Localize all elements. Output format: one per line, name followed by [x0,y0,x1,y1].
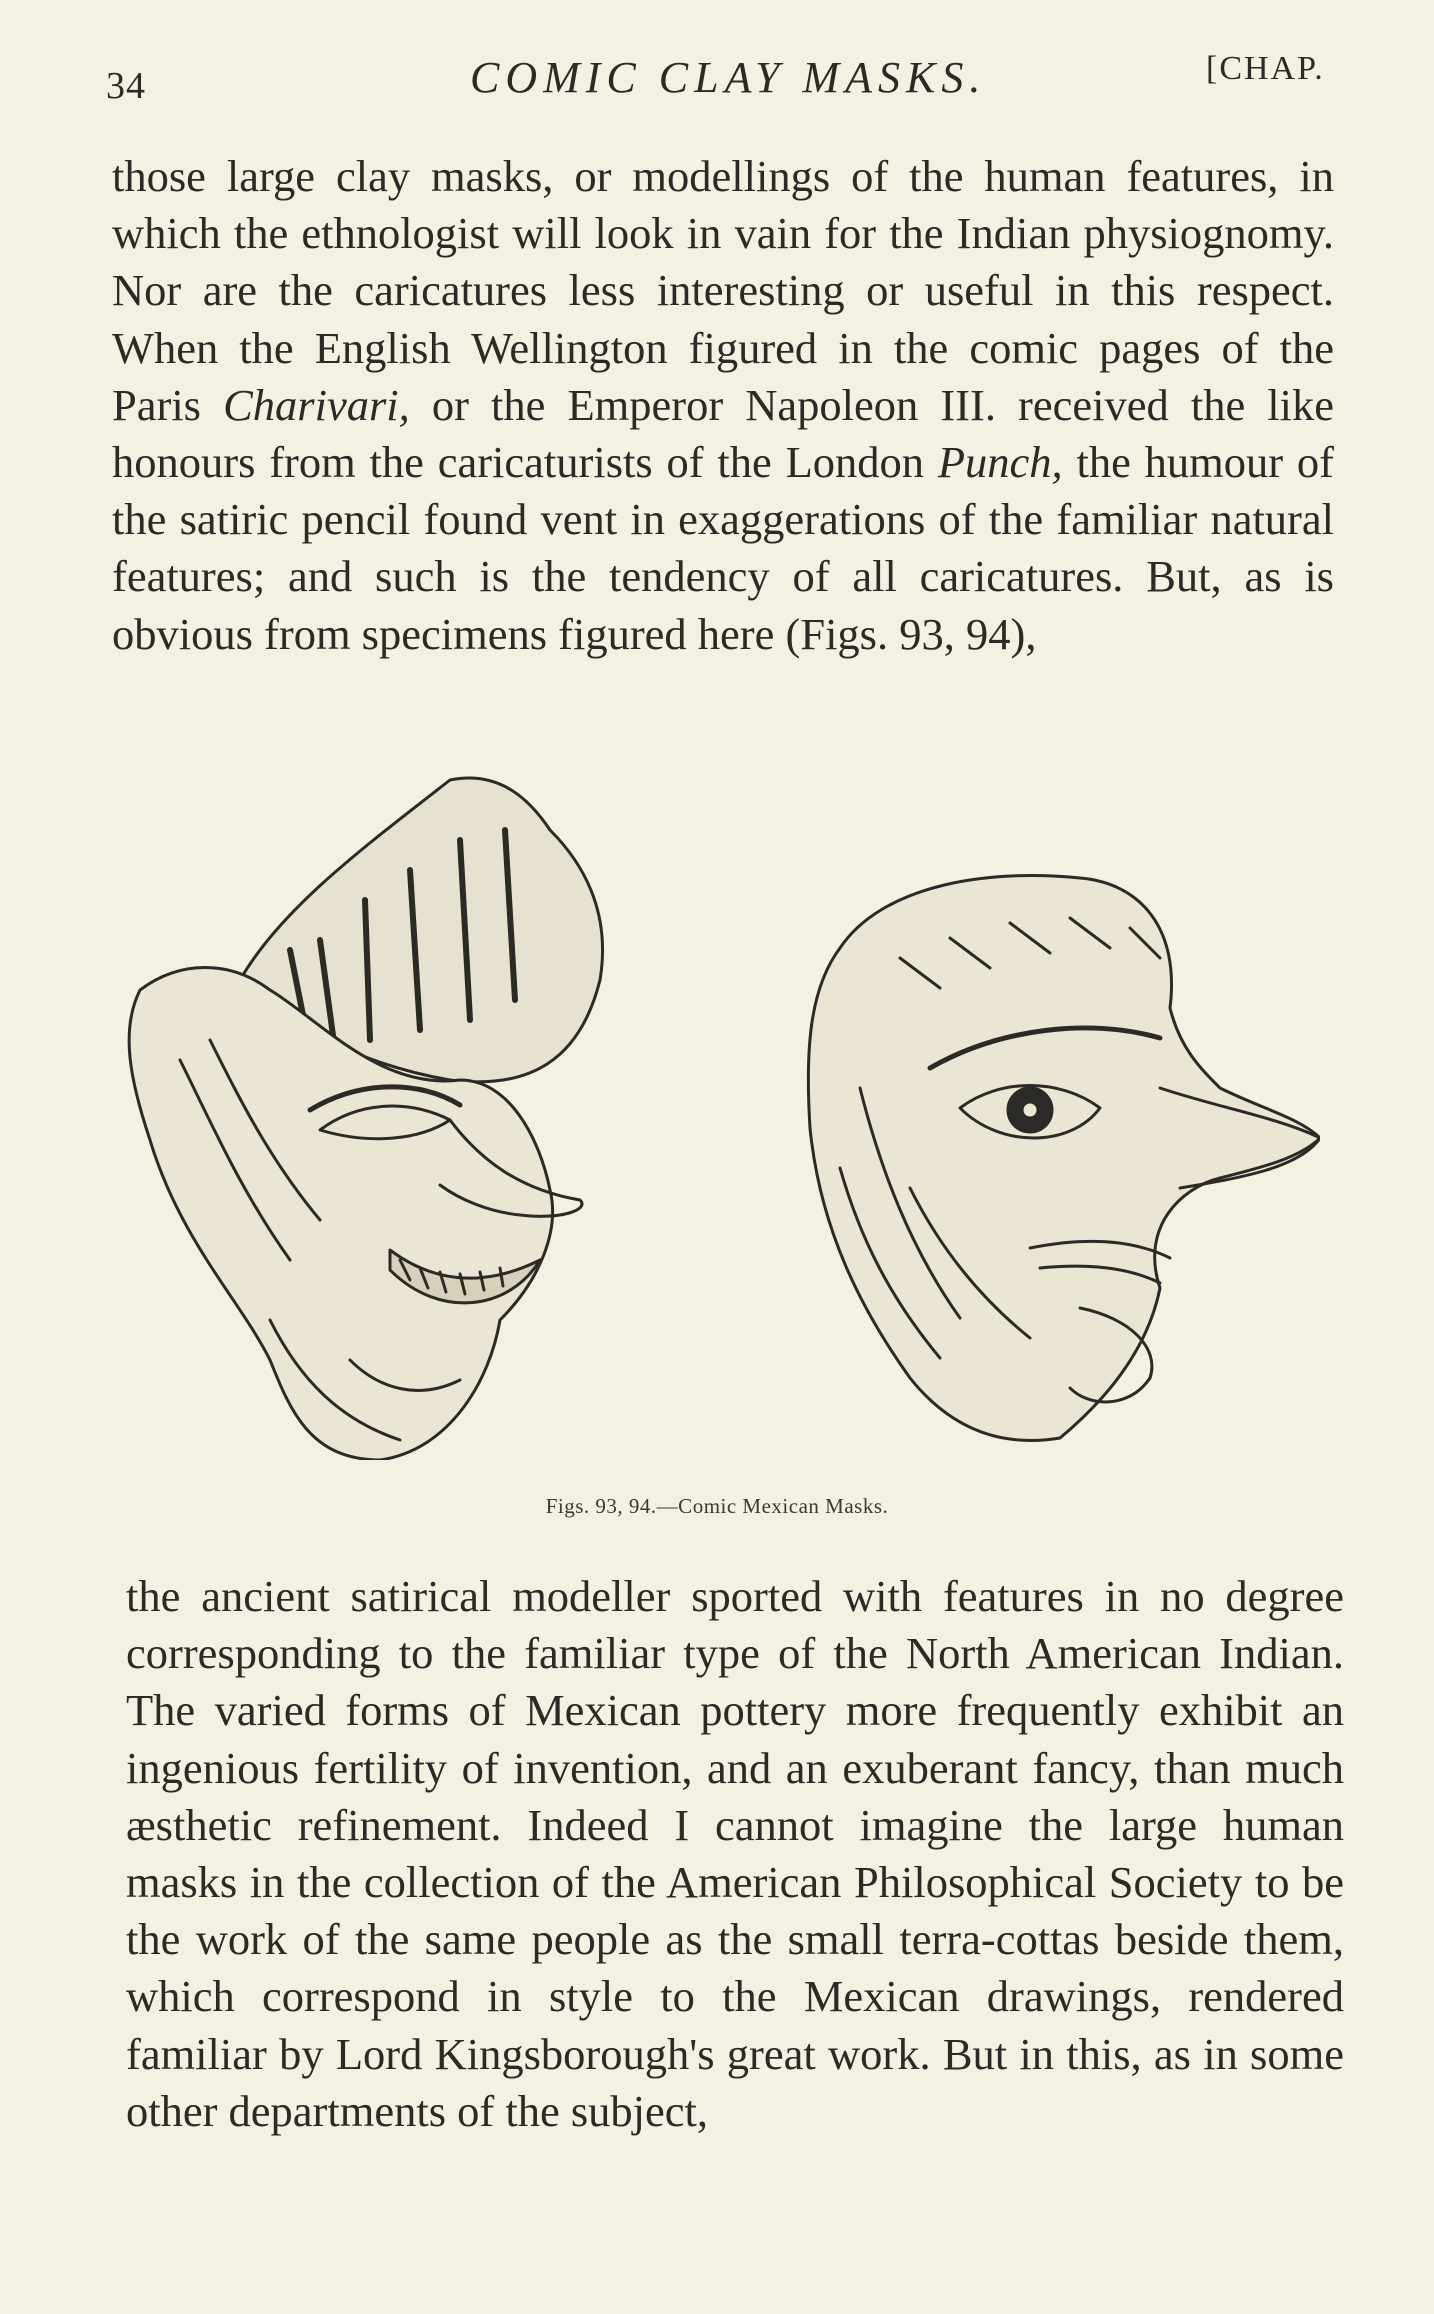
chapter-mark: [CHAP. [1206,50,1325,87]
figure-plate [120,760,1340,1480]
running-head [0,48,1434,108]
figure-caption: Figs. 93, 94.—Comic Mexican Masks. [545,1494,889,1518]
page-number: 34 [106,65,146,107]
paragraph: the ancient satirical modeller sported with features in no degree corresponding to the familiar type of the North American Indian. The varied forms of Mexican pottery more frequently exhibit an ingenious fertility of invention, and an exuberant fancy, than much æsthetic refinement. Indeed I cannot imagine the large human masks in the collection of the American Philosophical Society to be the work of the same people as the small terra-cottas beside them, which correspond in style to the Mexican drawings, rendered familiar by Lord Kingsborough's great work. But in this, as in some other departments of the subject, [126,1571,1344,2136]
text-run: or the Emperor Napoleon [409,379,941,430]
paragraph [112,148,1334,663]
text-run: received the like honours from the caricaturists of the London [112,379,1335,488]
italic-title-charivari: Charivari, [223,379,410,430]
running-title: COMIC CLAY MASKS. [470,53,987,102]
body-paragraph-bottom [126,1568,1344,2140]
text-run: the humour of the satiric pencil found vent in exaggerations of the familiar natural features; and such is the tendency of all caricatures. But, as is obvious from specimens figured here (Figs. 93, 94), [112,437,1334,659]
body-paragraph-top [112,148,1334,663]
roman-numeral: III. [940,379,996,430]
italic-title-punch: Punch, [937,437,1063,488]
mask-illustration-fig-93 [120,760,620,1460]
mask-illustration-fig-94 [800,868,1320,1448]
text-run: those large clay masks, or modellings of the human features, in which the ethnologist will look in vain for the Indian physiognomy. Nor are the caricatures less interesting or useful in this respect. When the English Wellington figured in the comic pages of the Paris [112,151,1334,430]
